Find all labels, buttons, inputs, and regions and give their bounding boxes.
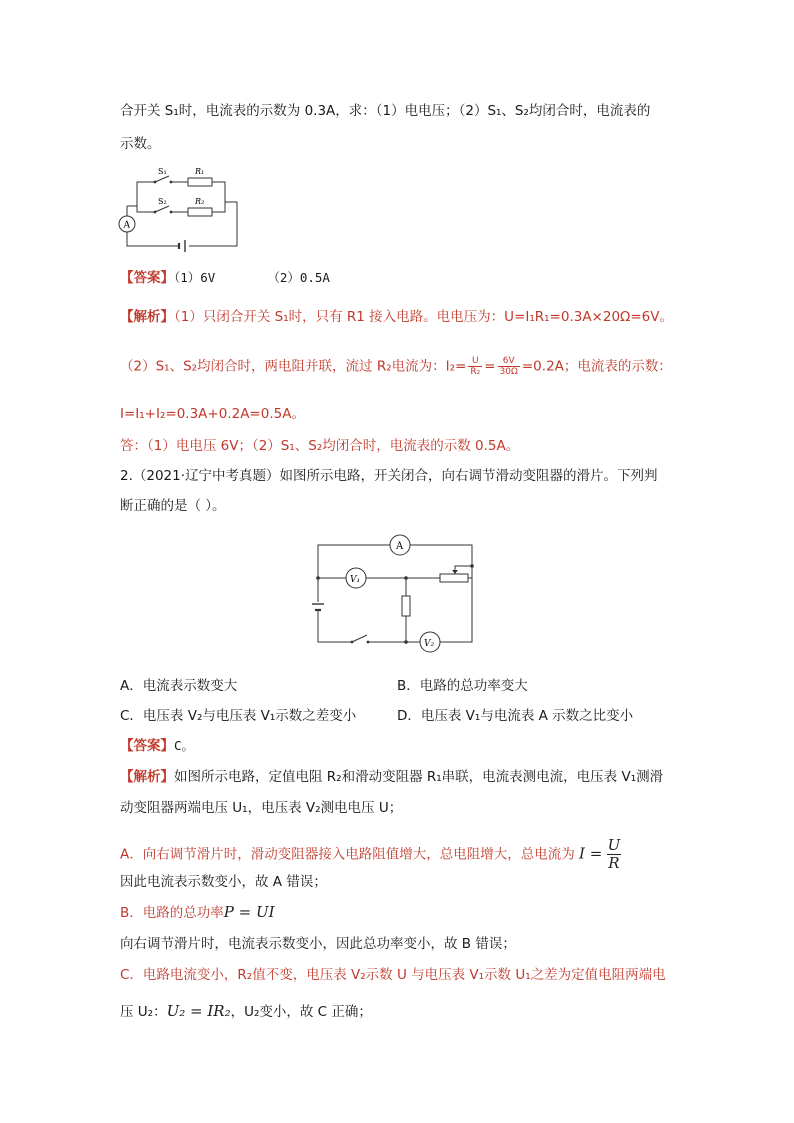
analysis2-lineB2: 向右调节滑片时，电流表示数变小，因此总功率变小，故 B 错误； bbox=[120, 936, 516, 952]
answer-label: 【答案】 bbox=[120, 270, 174, 286]
analysis2-lineC1: C．电路电流变小，R₂值不变，电压表 V₂示数 U 与电压表 V₁示数 U₁之差为定值电阻两端电 bbox=[120, 967, 666, 983]
analysis1-line1: （1）只闭合开关 S₁时，只有 R1 接入电路。电电压为：U=I₁R₁=0.3A×20Ω=6V。 bbox=[174, 309, 673, 325]
answer1-part1: （1）6V bbox=[174, 270, 216, 285]
fig2-v1-label: V₁ bbox=[350, 575, 361, 585]
formula-voltage: U₂ = IR₂ bbox=[166, 1002, 231, 1020]
fraction-numerator: U bbox=[468, 356, 482, 367]
fraction-denominator: R₂ bbox=[470, 367, 481, 377]
analysis2-lineB-row bbox=[120, 902, 275, 923]
formula-current-fraction bbox=[607, 837, 622, 872]
analysis2-lineA: A．向右调节滑片时，滑动变阻器接入电路阻值增大，总电阻增大，总电流为 bbox=[120, 846, 575, 863]
answer1-part2: （2）0.5A bbox=[267, 270, 330, 285]
circuit-diagram-1 bbox=[115, 160, 245, 255]
fig1-r2-label: R₂ bbox=[195, 197, 205, 206]
fraction-denominator: R bbox=[608, 854, 620, 872]
analysis1-line3: I=I₁+I₂=0.3A+0.2A=0.5A。 bbox=[120, 406, 305, 422]
fig1-ammeter-label: A bbox=[123, 220, 130, 231]
analysis1-line4: 答：（1）电电压 6V；（2）S₁、S₂均闭合时，电流表的示数 0.5A。 bbox=[120, 438, 520, 454]
fig1-s2-label: S₂ bbox=[158, 197, 167, 206]
analysis2-lineC2-pre: 压 U₂： bbox=[120, 1004, 167, 1020]
formula-current-lhs: I = bbox=[579, 844, 603, 863]
q2-line2: 断正确的是（ ）。 bbox=[120, 498, 226, 514]
analysis1-line2-post: =0.2A；电流表的示数： bbox=[521, 358, 672, 375]
analysis1-line2-row bbox=[120, 356, 672, 377]
analysis-label: 【解析】 bbox=[120, 309, 174, 325]
fraction-numerator: U bbox=[607, 836, 621, 854]
q2-line1: 2.（2021·辽宁中考真题）如图所示电路，开关闭合，向右调节滑动变阻器的滑片。下列判 bbox=[120, 468, 658, 484]
analysis2-lineC2-row bbox=[120, 1001, 372, 1022]
analysis1-line2-pre: （2）S₁、S₂均闭合时，两电阻并联，流过 R₂电流为：I₂= bbox=[120, 358, 467, 375]
option-b: B．电路的总功率变大 bbox=[397, 678, 528, 694]
option-d: D．电压表 V₁与电流表 A 示数之比变小 bbox=[397, 708, 634, 724]
analysis2-lineC2-post: ，U₂变小，故 C 正确； bbox=[230, 1004, 372, 1020]
answer2-value: C。 bbox=[174, 738, 195, 753]
equals-sign: = bbox=[484, 358, 496, 375]
analysis-label: 【解析】 bbox=[120, 769, 174, 785]
analysis2-line1-row bbox=[120, 767, 663, 787]
answer-label: 【答案】 bbox=[120, 738, 174, 754]
circuit-diagram-2 bbox=[310, 530, 480, 660]
fig2-ammeter-label: A bbox=[396, 541, 404, 552]
analysis1-line1-row bbox=[120, 307, 673, 327]
option-c: C．电压表 V₂与电压表 V₁示数之差变小 bbox=[120, 708, 357, 724]
fraction-6v-over-30ohm bbox=[498, 356, 520, 377]
analysis2-lineA-row bbox=[120, 837, 621, 872]
analysis2-lineB: B．电路的总功率 bbox=[120, 905, 224, 921]
answer2-row bbox=[120, 736, 194, 756]
analysis2-lineA2: 因此电流表示数变小，故 A 错误； bbox=[120, 874, 327, 890]
fig1-r1-label: R₁ bbox=[195, 167, 205, 176]
answer1-row bbox=[120, 268, 330, 288]
formula-power: P = UI bbox=[223, 903, 275, 921]
fraction-denominator: 30Ω bbox=[499, 367, 518, 377]
fraction-numerator: 6V bbox=[498, 356, 520, 367]
fraction-u-over-r2 bbox=[468, 356, 482, 377]
option-a: A．电流表示数变大 bbox=[120, 678, 238, 694]
q1-text-line1: 合开关 S₁时，电流表的示数为 0.3A，求：（1）电电压；（2）S₁、S₂均闭合时，电流表的 bbox=[120, 103, 651, 119]
fig1-s1-label: S₁ bbox=[158, 167, 167, 176]
analysis2-line2: 动变阻器两端电压 U₁，电压表 V₂测电电压 U； bbox=[120, 800, 403, 816]
analysis2-line1: 如图所示电路，定值电阻 R₂和滑动变阻器 R₁串联，电流表测电流，电压表 V₁测滑 bbox=[174, 769, 664, 785]
q1-text-line2: 示数。 bbox=[120, 136, 161, 152]
fig2-v2-label: V₂ bbox=[424, 639, 435, 649]
